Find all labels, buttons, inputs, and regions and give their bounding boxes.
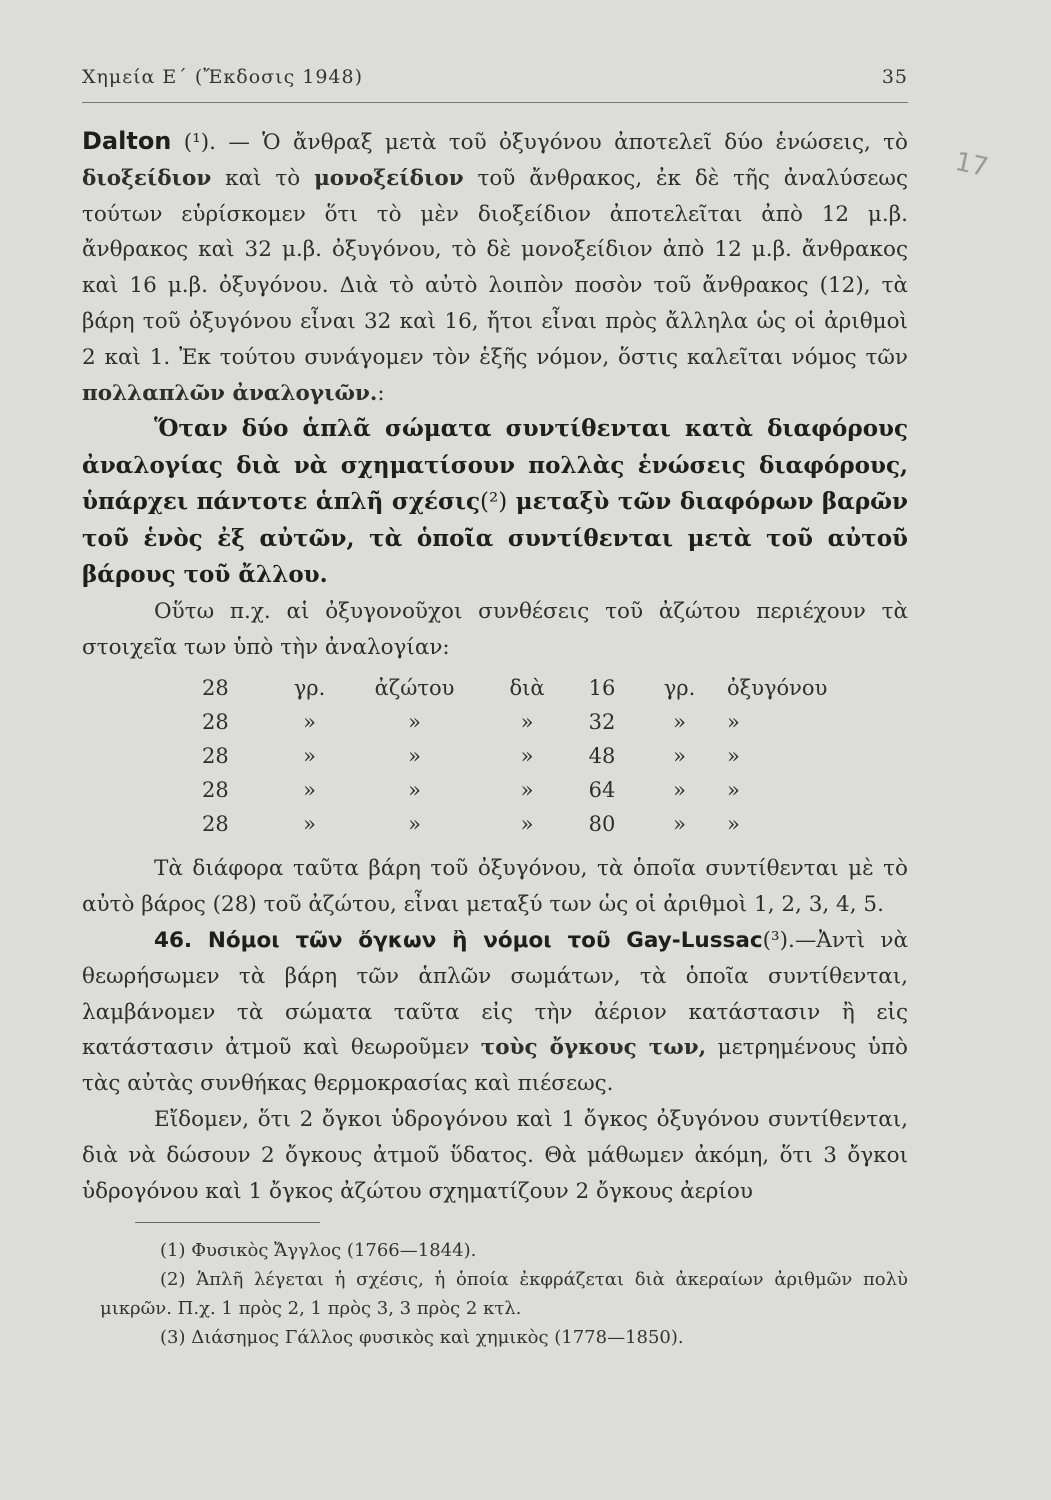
footnote-2: (2) Ἁπλῆ λέγεται ἡ σχέσις, ἡ ὁποία ἐκφράζεται διὰ ἀκεραίων ἀριθμῶν πολὺ μικρῶν. Π.χ. 1 πρὸς 2, 1 πρὸς 3, 3 πρὸς 2 κτλ. (100, 1269, 908, 1319)
table-cell: γρ. (293, 676, 326, 701)
dalton-text-3: τοῦ ἄνθρακος, ἐκ δὲ τῆς ἀναλύσεως τούτων εὑρίσκομεν ὅτι τὸ μὲν διοξείδιον ἀποτελεῖται ἀπὸ 12 μ.β. ἄνθρακος καὶ 32 μ.β. ὀξυγόνου, τὸ δὲ μονοξείδιον ἀπὸ 12 μ.β. ἄνθρακος καὶ 16 μ.β. ὀξυγόνου. Διὰ τὸ αὐτὸ λοιπὸν ποσὸν τοῦ ἄνθρακος (12), τὰ βάρη τοῦ ὀξυγόνου εἶναι 32 καὶ 16, ἤτοι εἶναι πρὸς ἄλληλα ὡς οἱ ἀριθμοὶ 2 καὶ 1. Ἐκ τούτου συνάγομεν τὸν ἑξῆς νόμον, ὅστις καλεῖται νόμος τῶν (82, 165, 908, 370)
table-cell: » (520, 744, 534, 769)
table-row (202, 705, 867, 739)
ratio-table (202, 671, 867, 841)
table-cell: γρ. (663, 676, 696, 701)
section-46-text-2: μετρημένους ὑπὸ τὰς αὐτὰς συνθήκας θερμοκρασίας καὶ πιέσεως. (82, 1035, 909, 1097)
footnote-ref-3: (³) (762, 928, 788, 954)
paragraph-volumes: Εἴδομεν, ὅτι 2 ὄγκοι ὑδρογόνου καὶ 1 ὄγκος ὀξυγόνου συντίθενται, διὰ νὰ δώσουν 2 ὄγκους ἀτμοῦ ὕδατος. Θὰ μάθωμεν ἀκόμη, ὅτι 3 ὄγκοι ὑδρογόνου καὶ 1 ὄγκος ἀζώτου σχηματίζουν 2 ὄγκους ἀερίου (82, 1107, 908, 1204)
table-cell: » (408, 710, 421, 735)
table-cell: » (520, 710, 534, 735)
table-cell: » (408, 744, 421, 769)
footnotes (100, 1236, 908, 1352)
table-cell: 28 (202, 744, 229, 769)
table-cell: 48 (588, 744, 616, 769)
running-header (82, 66, 908, 88)
paragraph-dalton (82, 124, 908, 411)
table-cell: » (673, 710, 686, 735)
dalton-name: Dalton (82, 127, 172, 155)
table-cell: 28 (202, 676, 229, 701)
header-title: Χημεία Ε΄ (Ἔκδοσις 1948) (82, 66, 364, 88)
main-text (82, 124, 908, 1209)
table-row (202, 807, 867, 841)
law-text-1: Ὅταν δύο ἁπλᾶ σώματα συντίθενται κατὰ διαφόρους ἀναλογίας διὰ νὰ σχηματίσουν πολλὰς ἑνώσεις διαφόρους, ὑπάρχει πάντοτε ἁπλῆ σχέσις (82, 415, 908, 516)
table-cell: » (303, 744, 316, 769)
table-cell: 64 (588, 778, 616, 803)
footnote-ref-1: (¹) (183, 130, 210, 155)
table-row (202, 739, 867, 773)
paragraph-section-46 (82, 923, 908, 1102)
table-cell: » (727, 710, 740, 735)
table-cell: 28 (202, 778, 229, 803)
term-multiple-proportions: πολλαπλῶν ἀναλογιῶν. (82, 380, 378, 406)
table-row (202, 671, 867, 705)
footnote-1: (1) Φυσικὸς Ἄγγλος (1766—1844). (160, 1240, 477, 1261)
footnote-3: (3) Διάσημος Γάλλος φυσικὸς καὶ χημικὸς (1778—1850). (160, 1327, 684, 1348)
table-cell: διὰ (509, 676, 545, 701)
dalton-text-2: καὶ τὸ (211, 165, 315, 191)
term-volumes: τοὺς ὄγκους των, (480, 1035, 707, 1061)
page-number: 35 (881, 66, 908, 88)
header-rule (82, 102, 908, 103)
table-cell: 16 (588, 676, 616, 701)
table-cell: » (673, 778, 686, 803)
table-cell: » (727, 778, 740, 803)
table-cell: 28 (202, 812, 229, 837)
term-monoxide: μονοξείδιον (314, 165, 464, 191)
table-cell: » (303, 778, 316, 803)
table-cell: » (303, 812, 316, 837)
paragraph-example: Οὕτω π.χ. αἱ ὀξυγονοῦχοι συνθέσεις τοῦ ἀζώτου περιέχουν τὰ στοιχεῖα των ὑπὸ τὴν ἀναλογίαν: (82, 598, 908, 660)
margin-handwriting: 17 (952, 146, 991, 184)
table-cell: » (727, 812, 740, 837)
table-cell: » (673, 812, 686, 837)
table-cell: ἀζώτου (374, 676, 455, 701)
table-row (202, 773, 867, 807)
law-statement (82, 411, 908, 594)
section-46-text-1: .—Ἀντὶ νὰ θεωρήσωμεν τὰ βάρη τῶν ἁπλῶν σωμάτων, τὰ ὁποῖα συντίθενται, λαμβάνομεν τὰ σώματα ταῦτα εἰς τὴν ἀέριον κατάστασιν ἢ εἰς κατάστασιν ἀτμοῦ καὶ θεωροῦμεν (82, 928, 908, 1061)
table-cell: 80 (588, 812, 616, 837)
dalton-text-4: : (377, 380, 385, 406)
table-cell: » (408, 812, 421, 837)
table-cell: » (673, 744, 686, 769)
footnote-rule (135, 1222, 320, 1223)
table-cell: 32 (588, 710, 616, 735)
table-cell: 28 (202, 710, 229, 735)
footnote-ref-2: (²) (480, 489, 508, 516)
table-cell: » (303, 710, 316, 735)
dalton-text-1: . — Ὁ ἄνθραξ μετὰ τοῦ ὀξυγόνου ἀποτελεῖ δύο ἑνώσεις, τὸ (209, 130, 908, 155)
paragraph-ratios: Τὰ διάφορα ταῦτα βάρη τοῦ ὀξυγόνου, τὰ ὁποῖα συντίθενται μὲ τὸ αὐτὸ βάρος (28) τοῦ ἀζώτου, εἶναι μεταξύ των ὡς οἱ ἀριθμοὶ 1, 2, 3, 4, 5. (82, 856, 908, 918)
table-cell: » (727, 744, 740, 769)
table-cell: ὀξυγόνου (727, 676, 828, 701)
table-cell: » (520, 812, 534, 837)
term-dioxide: διοξείδιον (82, 165, 212, 191)
section-46-heading: 46. Νόμοι τῶν ὄγκων ἢ νόμοι τοῦ Gay-Lussac (154, 928, 763, 954)
law-text-2: μεταξὺ τῶν διαφόρων βαρῶν τοῦ ἑνὸς ἐξ αὐτῶν, τὰ ὁποῖα συντίθενται μετὰ τοῦ αὐτοῦ βάρους τοῦ ἄλλου. (82, 488, 908, 589)
table-cell: » (408, 778, 421, 803)
table-cell: » (520, 778, 534, 803)
